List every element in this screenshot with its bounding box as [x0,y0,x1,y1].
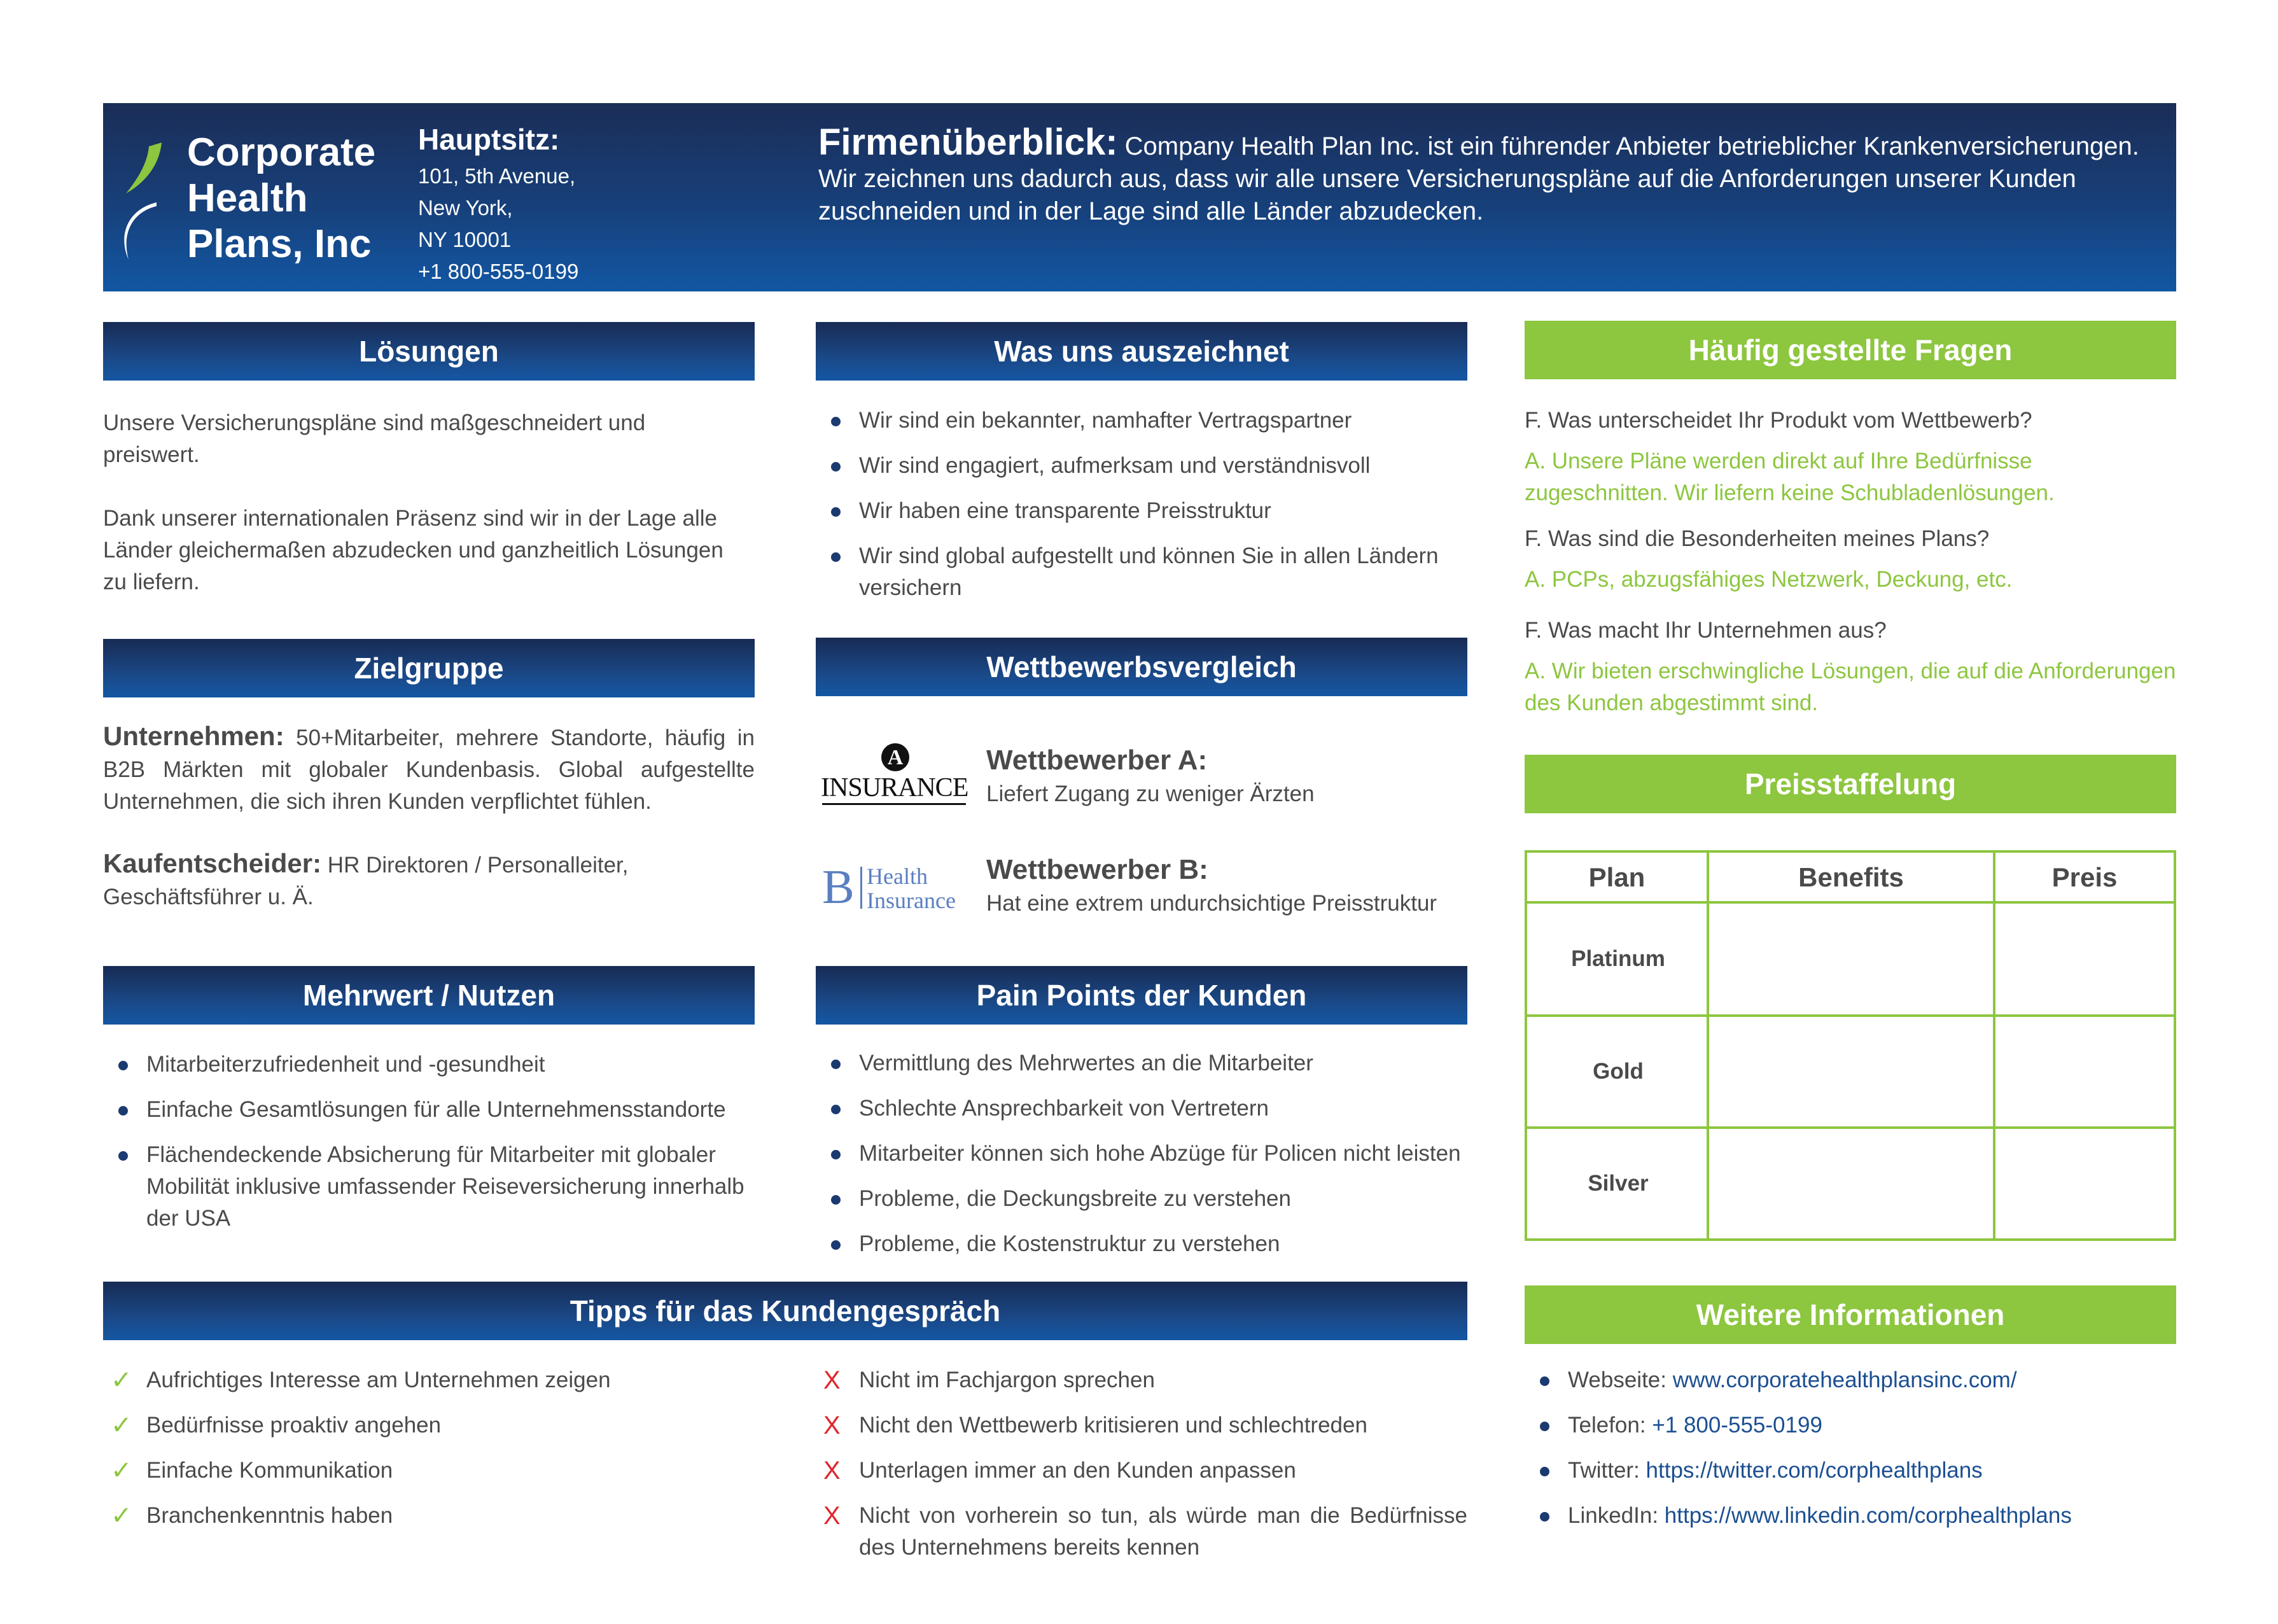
list-item: Wir sind global aufgestellt und können Sie in allen Ländern versichern [816,540,1478,604]
painpoints-list [816,1047,1490,1273]
table-header: Plan [1588,862,1646,892]
faq-answer: A. Unsere Pläne werden direkt auf Ihre Bedürfnisse zugeschnitten. Wir liefern keine Schubladenlösungen. [1525,449,2055,505]
list-item: Schlechte Ansprechbarkeit von Vertretern [816,1093,1490,1124]
list-item [103,1364,778,1396]
cross-icon: X [823,1457,841,1485]
faq-question: F. Was unterscheidet Ihr Produkt vom Wettbewerb? [1525,408,2032,433]
tip-text: Nicht im Fachjargon sprechen [859,1368,1155,1392]
hq-address-line: NY 10001 [418,228,512,251]
section-header-loesungen: Lösungen [103,322,755,381]
competitor-b-logo [821,859,974,916]
b-logo-divider [860,867,862,909]
faq-answer: A. PCPs, abzugsfähiges Netzwerk, Deckung, etc. [1525,567,2013,592]
table-row-plan: Silver [1588,1171,1649,1196]
overview-title: Firmenüberblick: [818,122,1118,163]
section-header-auszeichnet: Was uns auszeichnet [816,322,1467,381]
info-label: LinkedIn: [1568,1503,1665,1528]
zielgruppe-lead: Kaufentscheider: [103,848,322,878]
section-header-mehrwert: Mehrwert / Nutzen [103,966,755,1025]
company-overview [818,122,2142,228]
section-header-wettbewerb: Wettbewerbsvergleich [816,638,1467,696]
faq-question: F. Was macht Ihr Unternehmen aus? [1525,618,1887,643]
section-header-faq: Häufig gestellte Fragen [1525,321,2176,379]
info-list [1525,1364,2250,1545]
phone-link[interactable]: +1 800-555-0199 [1652,1413,1822,1438]
competitor-b-desc: Hat eine extrem undurchsichtige Preisstruktur [986,891,1437,916]
a-logo-underline [822,803,966,805]
section-header-tipps: Tipps für das Kundengespräch [103,1282,1467,1340]
tip-text: Einfache Kommunikation [146,1458,393,1483]
check-icon: ✓ [111,1502,132,1530]
info-label: Telefon: [1568,1413,1653,1438]
auszeichnet-list [816,405,1478,617]
list-item [816,1500,1467,1564]
loesungen-paragraph: Dank unserer internationalen Präsenz sind wir in der Lage alle Länder gleichermaßen abzudecken und ganzheitlich Lösungen zu liefern. [103,506,723,594]
tip-text: Nicht von vorherein so tun, als würde man die Bedürfnisse des Unternehmens bereits kennen [859,1503,1467,1560]
logo-line: Plans, Inc [187,222,372,266]
company-logo-name [187,130,375,267]
website-link[interactable]: www.corporatehealthplansinc.com/ [1672,1368,2017,1392]
list-item: Mitarbeiter können sich hohe Abzüge für Policen nicht leisten [816,1138,1490,1170]
logo-line: Corporate [187,130,376,174]
zielgruppe-unternehmen [103,720,755,818]
mehrwert-list [103,1049,758,1248]
linkedin-link[interactable]: https://www.linkedin.com/corphealthplans [1664,1503,2072,1528]
list-item [1525,1364,2250,1396]
cross-icon: X [823,1502,841,1530]
b-logo-icon: B [822,860,855,914]
check-icon: ✓ [111,1457,132,1485]
list-item [816,1364,1467,1396]
faq-question: F. Was sind die Besonderheiten meines Plans? [1525,526,1990,551]
overview-text: Company Health Plan Inc. ist ein führender Anbieter betrieblicher Krankenversicherungen. Wir zeichnen uns dadurch aus, dass wir alle unsere Versicherungspläne auf die Anforderungen unserer Kunden zuschneiden und in der Lage sind alle Länder abzudecken. [818,132,2139,225]
table-header: Benefits [1798,862,1904,892]
tipps-do-list [103,1364,778,1545]
section-header-preis: Preisstaffelung [1525,755,2176,813]
b-logo-line: Insurance [867,888,956,913]
company-logo-icon [112,135,186,262]
list-item: Wir sind ein bekannter, namhafter Vertragspartner [816,405,1478,437]
list-item: Probleme, die Deckungsbreite zu verstehen [816,1183,1490,1215]
tipps-dont-list [816,1364,1467,1577]
competitor-b-name: Wettbewerber B: [986,854,1208,885]
competitor-a-logo [821,743,967,804]
info-label: Twitter: [1568,1458,1646,1483]
twitter-link[interactable]: https://twitter.com/corphealthplans [1646,1458,1983,1483]
list-item: Vermittlung des Mehrwertes an die Mitarbeiter [816,1047,1490,1079]
zielgruppe-lead: Unternehmen: [103,721,284,751]
tip-text: Aufrichtiges Interesse am Unternehmen zeigen [146,1368,611,1392]
list-item: Mitarbeiterzufriedenheit und -gesundheit [103,1049,758,1081]
check-icon: ✓ [111,1411,132,1439]
a-logo-icon: A [881,743,909,771]
list-item: Probleme, die Kostenstruktur zu verstehen [816,1228,1490,1260]
list-item: Wir sind engagiert, aufmerksam und verständnisvoll [816,450,1478,482]
table-divider [1993,853,1995,1238]
list-item: Einfache Gesamtlösungen für alle Unternehmensstandorte [103,1094,758,1126]
b-logo-text [867,864,956,913]
hq-title: Hauptsitz: [418,123,560,156]
header-banner [103,103,2176,291]
section-header-painpoints: Pain Points der Kunden [816,966,1467,1025]
hq-phone: +1 800-555-0199 [418,260,579,283]
tip-text: Nicht den Wettbewerb kritisieren und schlechtreden [859,1413,1367,1438]
section-header-info: Weitere Informationen [1525,1285,2176,1344]
tip-text: Unterlagen immer an den Kunden anpassen [859,1458,1296,1483]
competitor-a-name: Wettbewerber A: [986,745,1208,776]
list-item [103,1410,778,1441]
loesungen-paragraph: Unsere Versicherungspläne sind maßgeschneidert und preiswert. [103,410,646,467]
table-row-plan: Platinum [1571,946,1665,971]
hq-address-line: New York, [418,196,513,220]
info-label: Webseite: [1568,1368,1673,1392]
cross-icon: X [823,1366,841,1394]
list-item [103,1455,778,1487]
a-logo-text: INSURANCE [821,773,968,802]
list-item [1525,1500,2250,1532]
tip-text: Bedürfnisse proaktiv angehen [146,1413,442,1438]
check-icon: ✓ [111,1366,132,1394]
section-header-zielgruppe: Zielgruppe [103,639,755,697]
logo-line: Health [187,176,308,220]
price-table [1525,850,2176,1241]
hq-address-line: 101, 5th Avenue, [418,164,576,188]
cross-icon: X [823,1411,841,1439]
zielgruppe-text: HR Direktoren / Personalleiter, Geschäftsführer u. Ä. [103,853,629,909]
tip-text: Branchenkenntnis haben [146,1503,393,1528]
zielgruppe-text: 50+Mitarbeiter, mehrere Standorte, häufig in B2B Märkten mit globaler Kundenbasis. Global aufgestellte Unternehmen, die sich ihren Kunden verpflichtet fühlen. [103,725,755,814]
list-item [103,1500,778,1532]
b-logo-line: Health [867,864,928,889]
list-item [1525,1455,2250,1487]
zielgruppe-kaufentscheider [103,848,755,913]
list-item: Flächendeckende Absicherung für Mitarbeiter mit globaler Mobilität inklusive umfassender Reiseversicherung innerhalb der USA [103,1139,758,1235]
faq-answer: A. Wir bieten erschwingliche Lösungen, die auf die Anforderungen des Kunden abgestimmt sind. [1525,659,2176,715]
list-item: Wir haben eine transparente Preisstruktur [816,495,1478,527]
list-item [1525,1410,2250,1441]
list-item [816,1455,1467,1487]
loesungen-text [103,407,739,598]
table-row-plan: Gold [1593,1059,1644,1084]
table-header: Preis [2051,862,2118,892]
list-item [816,1410,1467,1441]
competitor-a-desc: Liefert Zugang zu weniger Ärzten [986,781,1315,806]
